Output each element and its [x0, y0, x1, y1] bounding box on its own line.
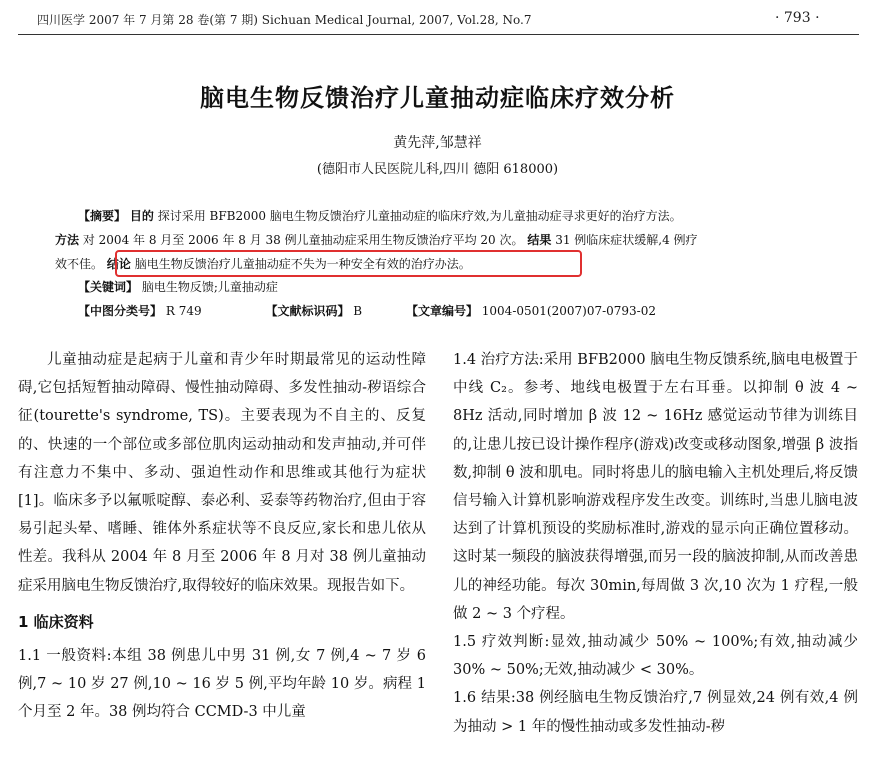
journal-citation: 四川医学 2007 年 7 月第 28 卷(第 7 期) Sichuan Medical Journal, 2007, Vol.28, No.7	[37, 13, 532, 27]
paragraph-1-5: 1.5 疗效判断:显效,抽动减少 50% ~ 100%;有效,抽动减少 30% ~ 50%;无效,抽动减少 < 30%。	[453, 634, 858, 679]
article-title: 脑电生物反馈治疗儿童抽动症临床疗效分析	[200, 84, 675, 112]
article-number-label: 【文章编号】	[405, 304, 478, 318]
doc-code-label: 【文献标识码】	[265, 304, 350, 318]
keywords-line	[78, 276, 848, 298]
clc-value: R 749	[165, 304, 202, 318]
abstract-label: 【摘要】	[78, 209, 127, 223]
article-number-value: 1004-0501(2007)07-0793-02	[481, 304, 657, 318]
keywords-label: 【关键词】	[78, 280, 139, 294]
abstract-line-2	[55, 229, 825, 251]
authors: 黄先萍,邹慧祥	[393, 135, 482, 151]
running-header	[0, 0, 875, 40]
conclusion-highlight-box	[115, 250, 582, 277]
paragraph-1-6: 1.6 结果:38 例经脑电生物反馈治疗,7 例显效,24 例有效,4 例为抽动 > 1 年的慢性抽动或多发性抽动-秽	[453, 690, 858, 735]
page-number: · 793 ·	[775, 10, 820, 26]
result-text-cont: 效不佳。	[55, 257, 104, 271]
right-column	[453, 346, 858, 741]
section-heading-clinical-data: 1 临床资料	[18, 612, 94, 631]
paragraph-1-4: 1.4 治疗方法:采用 BFB2000 脑电生物反馈系统,脑电电极置于中线 C₂。参考、地线电极置于左右耳垂。以抑制 θ 波 4 ~ 8Hz 活动,同时增加 β 波 12 ~ 16Hz 感觉运动节律为训练目的,让患儿按已设计操作程序(游戏)改变或移动图象,增强 β 波指数,抑制 θ 波和肌电。同时将患儿的脑电输入主机处理后,将反馈信号输入计算机影响游戏程序发生改变。训练时,当患儿脑电波达到了计算机预设的奖励标准时,游戏的显示向正确位置移动。这时某一频段的脑波获得增强,而另一段的脑波抑制,从而改善患儿的神经功能。每次 30min,每周做 3 次,10 次为 1 疗程,一般做 2 ~ 3 个疗程。	[453, 352, 858, 622]
method-text: 对 2004 年 8 月至 2006 年 8 月 38 例儿童抽动症采用生物反馈治疗平均 20 次。	[82, 233, 524, 247]
classification-line	[78, 300, 848, 322]
doc-code-value: B	[353, 304, 363, 318]
conclusion-label: 结论	[106, 257, 131, 271]
conclusion-text: 脑电生物反馈治疗儿童抽动症不失为一种安全有效的治疗办法。	[134, 257, 471, 271]
objective-text: 探讨采用 BFB2000 脑电生物反馈治疗儿童抽动症的临床疗效,为儿童抽动症寻求更好的治疗方法。	[157, 209, 682, 223]
affiliation: (德阳市人民医院儿科,四川 德阳 618000)	[316, 162, 559, 177]
intro-paragraph: 儿童抽动症是起病于儿童和青少年时期最常见的运动性障碍,它包括短暂抽动障碍、慢性抽动障碍、多发性抽动-秽语综合征(tourette's syndrome, TS)。主要表现为不自主的、反复的、快速的一个部位或多部位肌肉运动抽动和发声抽动,并可伴有注意力不集中、多动、强迫性动作和思维或其他行为症状[1]。临床多予以氟哌啶醇、泰必利、妥泰等药物治疗,但由于容易引起头晕、嗜睡、锥体外系症状等不良反应,家长和患儿依从性差。我科从 2004 年 8 月至 2006 年 8 月对 38 例儿童抽动症采用脑电生物反馈治疗,取得较好的临床效果。现报告如下。	[18, 352, 426, 594]
result-label: 结果	[527, 233, 552, 247]
method-label: 方法	[55, 233, 80, 247]
keywords-text: 脑电生物反馈;儿童抽动症	[141, 280, 278, 294]
objective-label: 目的	[129, 209, 154, 223]
abstract-line-1	[78, 205, 848, 227]
result-text: 31 例临床症状缓解,4 例疗	[555, 233, 698, 247]
clc-label: 【中图分类号】	[78, 304, 163, 318]
header-rule	[18, 34, 859, 35]
left-column	[18, 346, 426, 727]
paragraph-1-1: 1.1 一般资料:本组 38 例患儿中男 31 例,女 7 例,4 ~ 7 岁 6 例,7 ~ 10 岁 27 例,10 ~ 16 岁 5 例,平均年龄 10 岁。病程 1 个月至 2 年。38 例均符合 CCMD-3 中儿童	[18, 648, 426, 721]
